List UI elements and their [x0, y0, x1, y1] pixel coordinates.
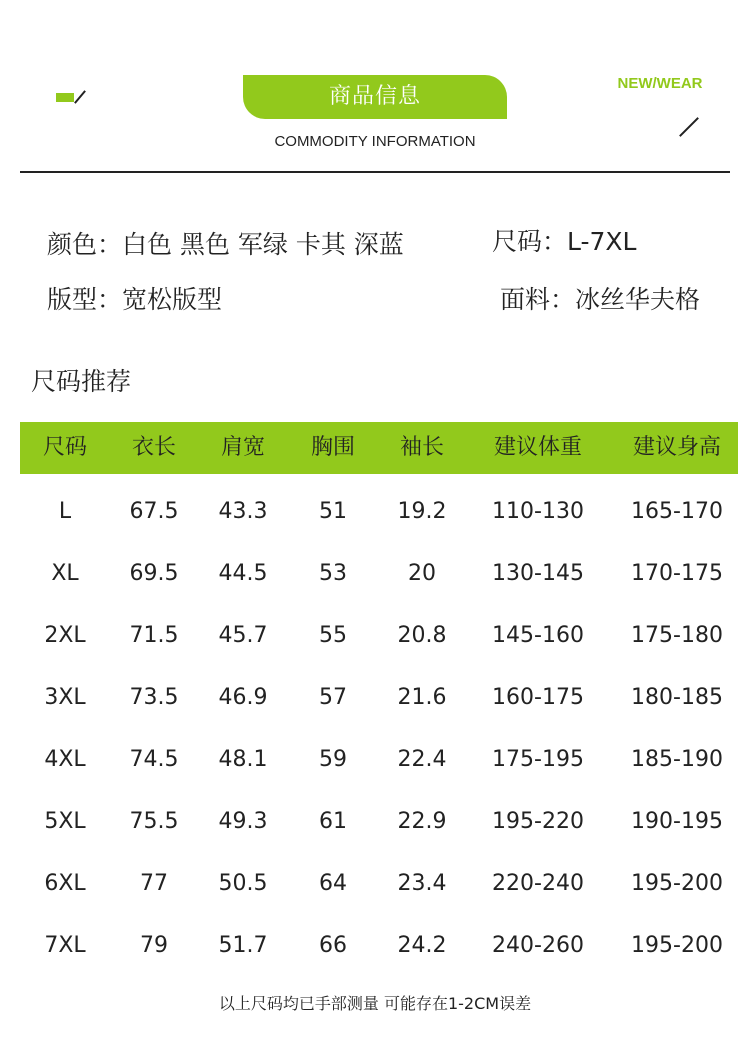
title-en: COMMODITY INFORMATION [274, 133, 476, 150]
table-cell: 51.7 [218, 933, 268, 958]
table-cell: 48.1 [218, 747, 268, 772]
table-cell: 190-195 [631, 809, 723, 834]
table-header-cell: 建议体重 [493, 435, 582, 460]
table-header-cell: 胸围 [310, 435, 355, 460]
table-cell: 22.9 [397, 809, 447, 834]
table-size-cell: 5XL [44, 809, 86, 834]
table-size-cell: 7XL [44, 933, 86, 958]
table-cell: 21.6 [397, 685, 447, 710]
info-color: 颜色：白色 黑色 军绿 卡其 深蓝 [47, 230, 404, 259]
table-cell: 50.5 [218, 871, 268, 896]
table-cell: 165-170 [631, 499, 723, 524]
table-cell: 64 [319, 871, 347, 896]
table-size-cell: 4XL [44, 747, 86, 772]
table-cell: 57 [319, 685, 347, 710]
table-cell: 77 [140, 871, 168, 896]
table-cell: 53 [319, 561, 347, 586]
table-cell: 51 [319, 499, 347, 524]
table-cell: 195-200 [631, 933, 723, 958]
table-cell: 61 [319, 809, 347, 834]
header-divider [20, 171, 730, 173]
size-recommend-heading: 尺码推荐 [31, 367, 132, 396]
info-fabric: 面料：冰丝华夫格 [500, 285, 701, 314]
decor-green-block [56, 93, 74, 102]
table-cell: 220-240 [492, 871, 584, 896]
table-size-cell: 3XL [44, 685, 86, 710]
table-cell: 71.5 [129, 623, 179, 648]
table-cell: 79 [140, 933, 168, 958]
table-cell: 195-220 [492, 809, 584, 834]
table-header-cell: 肩宽 [220, 435, 265, 460]
table-cell: 20 [408, 561, 436, 586]
info-size: 尺码：L-7XL [492, 227, 637, 256]
decor-slash-left [74, 90, 86, 104]
table-cell: 185-190 [631, 747, 723, 772]
table-cell: 59 [319, 747, 347, 772]
table-cell: 66 [319, 933, 347, 958]
table-header-cell: 尺码 [42, 435, 87, 460]
table-cell: 44.5 [218, 561, 268, 586]
table-header-cell: 建议身高 [632, 435, 721, 460]
title-cn: 商品信息 [328, 84, 421, 109]
table-size-cell: 6XL [44, 871, 86, 896]
table-cell: 49.3 [218, 809, 268, 834]
table-size-cell: L [58, 499, 72, 524]
table-header-cell: 衣长 [131, 435, 176, 460]
table-cell: 110-130 [492, 499, 584, 524]
table-cell: 130-145 [492, 561, 584, 586]
table-cell: 43.3 [218, 499, 268, 524]
table-cell: 24.2 [397, 933, 447, 958]
table-cell: 175-180 [631, 623, 723, 648]
decor-slash-right [679, 117, 699, 137]
table-cell: 45.7 [218, 623, 268, 648]
table-cell: 145-160 [492, 623, 584, 648]
table-cell: 170-175 [631, 561, 723, 586]
table-size-cell: 2XL [44, 623, 86, 648]
table-cell: 240-260 [492, 933, 584, 958]
measurement-footnote: 以上尺码均已手部测量 可能存在1-2CM误差 [218, 994, 532, 1013]
table-cell: 19.2 [397, 499, 447, 524]
table-size-cell: XL [51, 561, 79, 586]
table-cell: 195-200 [631, 871, 723, 896]
table-cell: 75.5 [129, 809, 179, 834]
table-cell: 180-185 [631, 685, 723, 710]
table-header-cell: 袖长 [399, 435, 444, 460]
table-cell: 23.4 [397, 871, 447, 896]
table-cell: 67.5 [129, 499, 179, 524]
table-cell: 160-175 [492, 685, 584, 710]
new-wear-tag: NEW/WEAR [617, 75, 703, 92]
table-cell: 20.8 [397, 623, 447, 648]
table-cell: 73.5 [129, 685, 179, 710]
table-cell: 175-195 [492, 747, 584, 772]
table-cell: 74.5 [129, 747, 179, 772]
table-cell: 46.9 [218, 685, 268, 710]
table-cell: 55 [319, 623, 347, 648]
info-fit: 版型：宽松版型 [47, 285, 223, 314]
table-cell: 22.4 [397, 747, 447, 772]
table-cell: 69.5 [129, 561, 179, 586]
